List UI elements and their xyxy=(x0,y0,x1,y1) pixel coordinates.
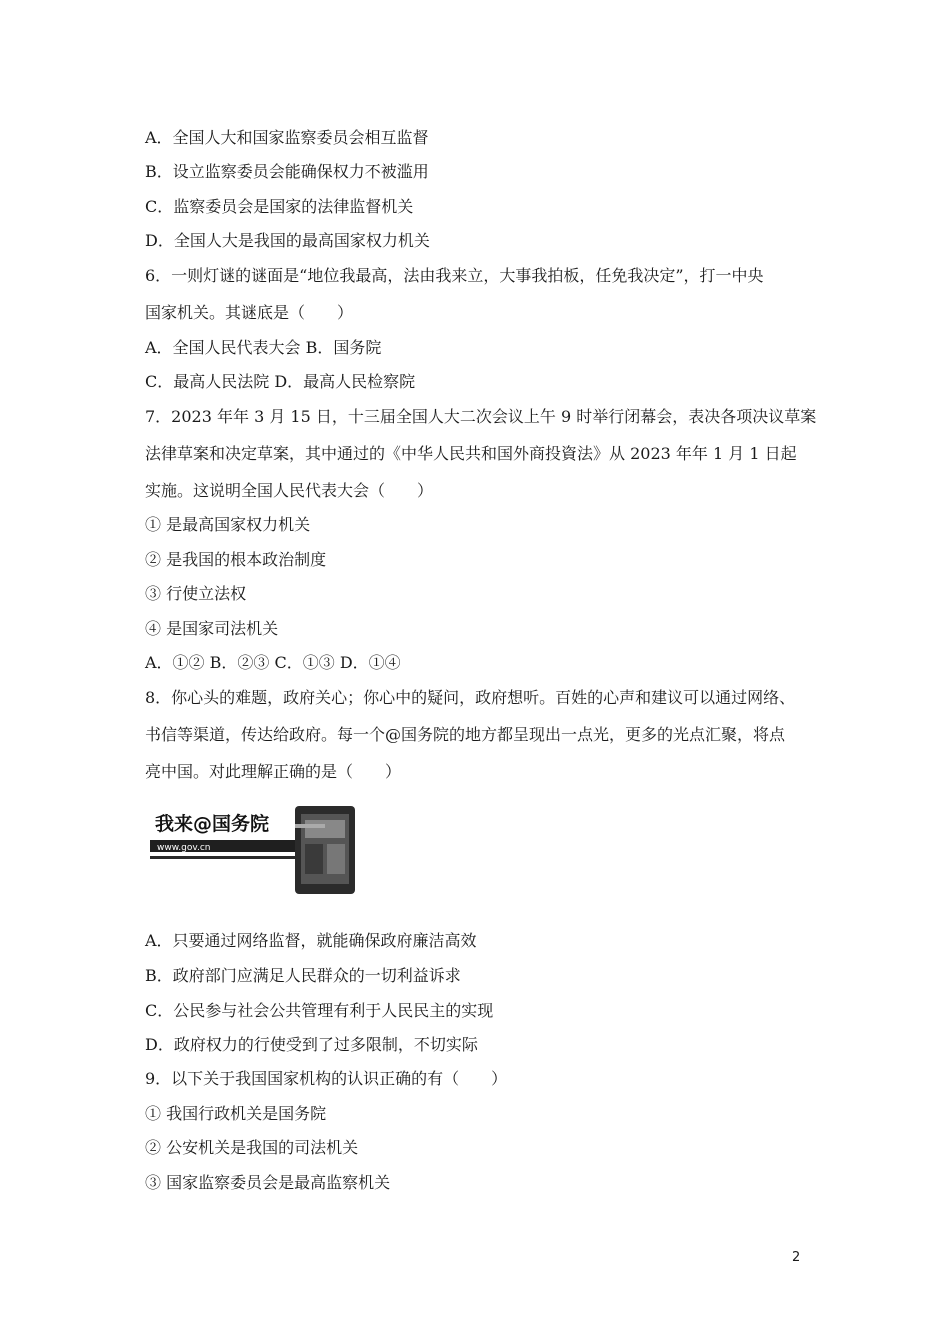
page-number: 2 xyxy=(792,1250,801,1265)
q7-options: A．①② B．②③ C．①③ D．①④ xyxy=(145,653,401,672)
q8-option-b: B．政府部门应满足人民群众的一切利益诉求 xyxy=(145,966,461,985)
q6-options-cd: C．最高人民法院 D．最高人民检察院 xyxy=(145,372,416,391)
q8-stem-line-2: 书信等渠道，传达给政府。每一个@国务院的地方都呈现出一点光，更多的光点汇聚，将点 xyxy=(145,725,786,744)
figure-title: 我来@国务院 xyxy=(155,813,270,835)
q9-stem: 9．以下关于我国国家机构的认识正确的有（ ） xyxy=(145,1069,508,1088)
q5-option-b: B．设立监察委员会能确保权力不被滥用 xyxy=(145,162,429,181)
q5-option-a: A．全国人大和国家监察委员会相互监督 xyxy=(145,128,429,147)
q7-stem-line-1: 7．2023 年年 3 月 15 日，十三届全国人大二次会议上午 9 时举行闭幕会，表决各项决议草案 xyxy=(145,407,817,426)
gov-website-figure xyxy=(145,800,360,895)
q8-stem-line-3: 亮中国。对此理解正确的是（ ） xyxy=(145,762,402,781)
q9-item-3: ③ 国家监察委员会是最高监察机关 xyxy=(145,1173,391,1192)
q5-option-d: D．全国人大是我国的最高国家权力机关 xyxy=(145,231,430,250)
q9-item-1: ① 我国行政机关是国务院 xyxy=(145,1104,327,1123)
q7-item-3: ③ 行使立法权 xyxy=(145,584,247,603)
q8-option-d: D．政府权力的行使受到了过多限制，不切实际 xyxy=(145,1035,478,1054)
q6-stem-line-2: 国家机关。其谜底是（ ） xyxy=(145,303,354,322)
q5-option-c: C．监察委员会是国家的法律监督机关 xyxy=(145,197,414,216)
q7-stem-line-2: 法律草案和决定草案，其中通过的《中华人民共和国外商投資法》从 2023 年年 1 月 1 日起 xyxy=(145,444,797,463)
q9-item-2: ② 公安机关是我国的司法机关 xyxy=(145,1138,359,1157)
figure-url: www.gov.cn xyxy=(157,843,211,853)
q8-stem-line-1: 8．你心头的难题，政府关心；你心中的疑问，政府想听。百姓的心声和建议可以通过网络、 xyxy=(145,688,796,707)
q6-options-ab: A．全国人民代表大会 B．国务院 xyxy=(145,338,382,357)
q8-option-c: C．公民参与社会公共管理有利于人民民主的实现 xyxy=(145,1001,494,1020)
q6-stem-line-1: 6．一则灯谜的谜面是“地位我最高，法由我来立，大事我拍板，任免我决定”，打一中央 xyxy=(145,266,764,285)
q8-option-a: A．只要通过网络监督，就能确保政府廉洁高效 xyxy=(145,931,477,950)
q7-stem-line-3: 实施。这说明全国人民代表大会（ ） xyxy=(145,481,434,500)
q7-item-4: ④ 是国家司法机关 xyxy=(145,619,279,638)
q7-item-2: ② 是我国的根本政治制度 xyxy=(145,550,327,569)
q7-item-1: ① 是最高国家权力机关 xyxy=(145,515,311,534)
